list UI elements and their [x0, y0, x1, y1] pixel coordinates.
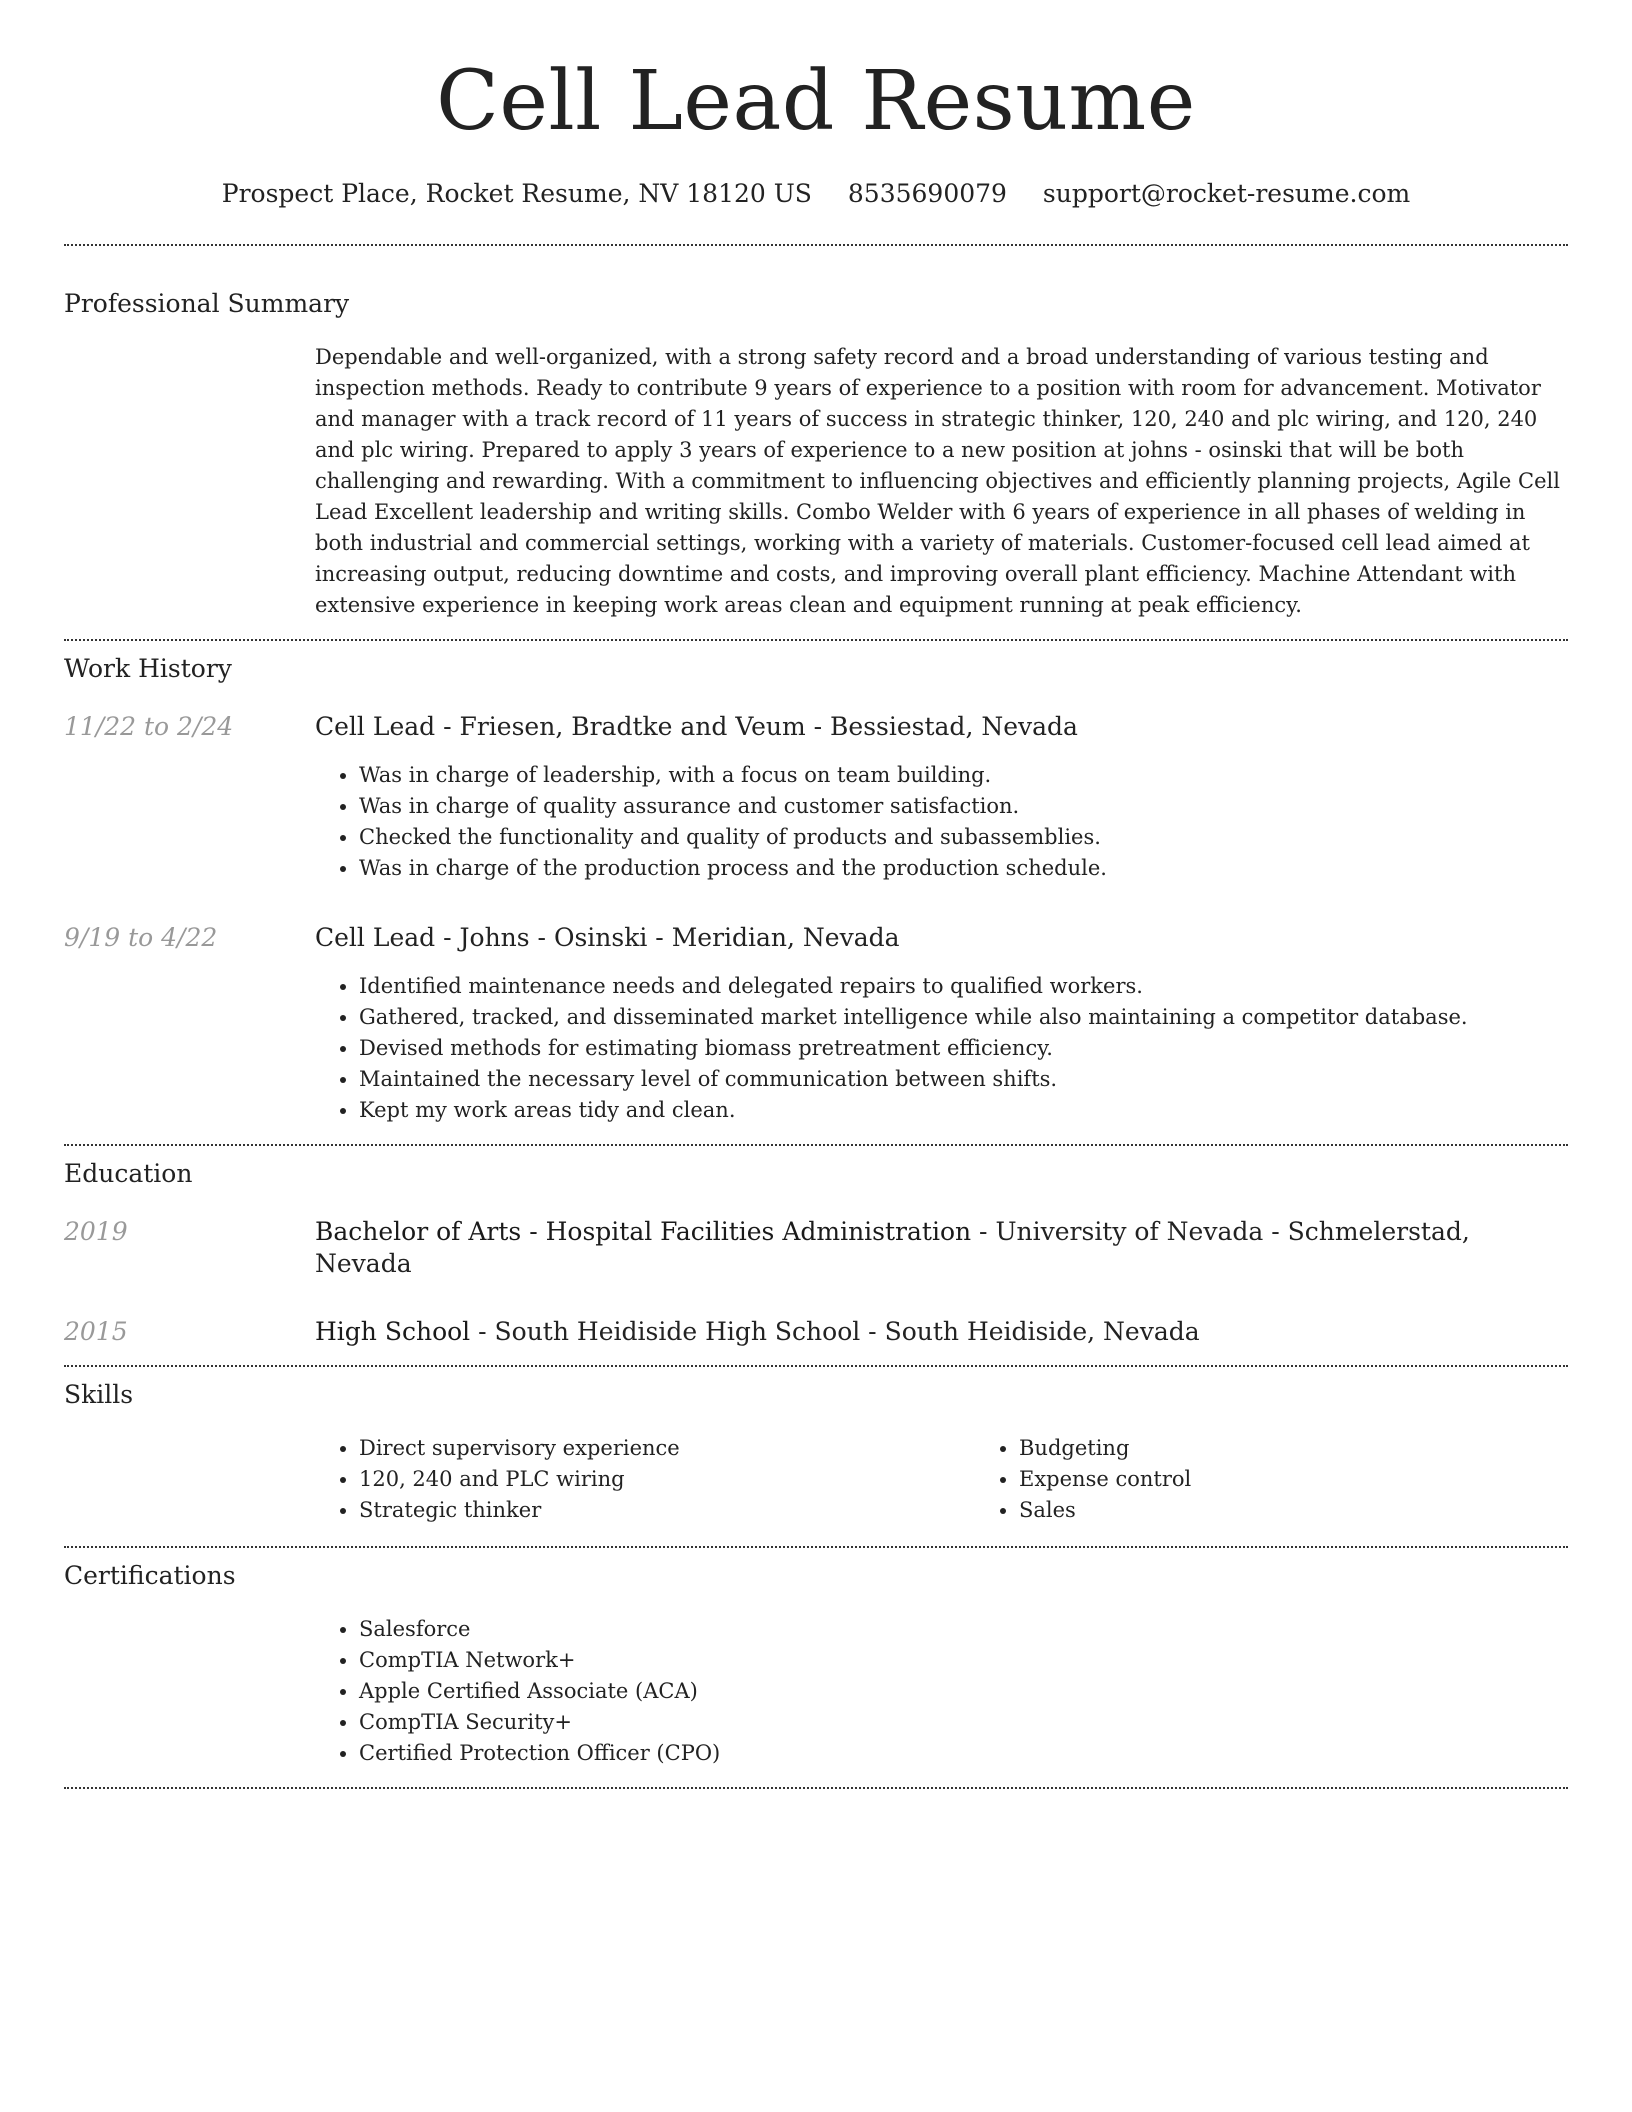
list-item: • Gathered, tracked, and disseminated market intelligence while also maintaining a competitor database.	[359, 1002, 1568, 1033]
summary-spacer	[64, 342, 315, 621]
skills-list-right	[975, 1433, 1632, 1526]
education-year: 2019	[64, 1217, 128, 1246]
list-item: • Was in charge of leadership, with a focus on team building.	[359, 760, 1568, 791]
list-item: • Devised methods for estimating biomass pretreatment efficiency.	[359, 1033, 1568, 1064]
list-item: • Checked the functionality and quality of products and subassemblies.	[359, 822, 1568, 853]
job-entry	[64, 922, 1568, 1126]
list-item: • Maintained the necessary level of communication between shifts.	[359, 1064, 1568, 1095]
skills-row	[64, 1433, 1568, 1526]
list-item: • CompTIA Security+	[359, 1707, 1568, 1738]
education-detail	[315, 1316, 1568, 1348]
contact-phone: 8535690079	[847, 179, 1007, 208]
section-heading-skills: Skills	[64, 1380, 134, 1409]
education-detail	[315, 1216, 1568, 1280]
education-school: - University of Nevada - Schmelerstad, Nevada	[315, 1217, 1470, 1278]
education-entry	[64, 1316, 1568, 1348]
divider	[64, 1365, 1568, 1367]
divider	[64, 639, 1568, 641]
job-title: Cell Lead - Friesen, Bradtke and Veum - Bessiestad, Nevada	[315, 712, 1078, 741]
section-heading-summary: Professional Summary	[64, 289, 350, 318]
list-item: • Budgeting	[1019, 1433, 1632, 1464]
contact-email[interactable]: support@rocket-resume.com	[1042, 179, 1411, 208]
summary-text: Dependable and well-organized, with a strong safety record and a broad understanding of various testing and inspection methods. Ready to contribute 9 years of experience to a position with room for advancement. Motivator and manager with a track record of 11 years of success in strategic thinker, 120, 240 and plc wiring, and 120, 240 and plc wiring. Prepared to apply 3 years of experience to a new position at johns - osinski that will be both challenging and rewarding. With a commitment to influencing objectives and efficiently planning projects, Agile Cell Lead Excellent leadership and writing skills. Combo Welder with 6 years of experience in all phases of welding in both industrial and commercial settings, working with a variety of materials. Customer-focused cell lead aimed at increasing output, reducing downtime and costs, and improving overall plant efficiency. Machine Attendant with extensive experience in keeping work areas clean and equipment running at peak efficiency.	[315, 345, 1560, 617]
section-heading-education: Education	[64, 1159, 193, 1188]
list-item: • Strategic thinker	[359, 1495, 975, 1526]
list-item: • Apple Certified Associate (ACA)	[359, 1676, 1568, 1707]
list-item: • Direct supervisory experience	[359, 1433, 975, 1464]
divider	[64, 1546, 1568, 1548]
divider	[64, 1144, 1568, 1146]
summary-row	[64, 342, 1568, 621]
job-dates: 9/19 to 4/22	[64, 923, 218, 952]
resume-title: Cell Lead Resume	[436, 54, 1196, 149]
list-item: • CompTIA Network+	[359, 1645, 1568, 1676]
contact-line	[64, 178, 1568, 210]
section-heading-certifications: Certifications	[64, 1561, 236, 1590]
list-item: • Kept my work areas tidy and clean.	[359, 1095, 1568, 1126]
certifications-spacer	[64, 1614, 315, 1769]
divider	[64, 1787, 1568, 1789]
list-item: • Was in charge of quality assurance and customer satisfaction.	[359, 791, 1568, 822]
list-item: • Identified maintenance needs and delegated repairs to qualified workers.	[359, 971, 1568, 1002]
skills-list-left	[315, 1433, 975, 1526]
job-entry	[64, 711, 1568, 884]
list-item: • Was in charge of the production process and the production schedule.	[359, 853, 1568, 884]
list-item: • Sales	[1019, 1495, 1632, 1526]
divider	[64, 244, 1568, 246]
job-bullets	[315, 971, 1568, 1126]
list-item: • Salesforce	[359, 1614, 1568, 1645]
section-heading-work: Work History	[64, 654, 232, 683]
job-title: Cell Lead - Johns - Osinski - Meridian, Nevada	[315, 923, 900, 952]
certifications-row	[64, 1614, 1568, 1769]
job-bullets	[315, 760, 1568, 884]
education-entry	[64, 1216, 1568, 1280]
job-dates: 11/22 to 2/24	[64, 712, 234, 741]
list-item: • Certified Protection Officer (CPO)	[359, 1738, 1568, 1769]
education-school: - South Heidiside High School - South Heidiside, Nevada	[470, 1317, 1200, 1346]
list-item: • 120, 240 and PLC wiring	[359, 1464, 975, 1495]
education-year: 2015	[64, 1317, 128, 1346]
skills-spacer	[64, 1433, 315, 1526]
education-degree: Bachelor of Arts - Hospital Facilities Administration	[315, 1217, 972, 1246]
contact-address: Prospect Place, Rocket Resume, NV 18120 US	[221, 179, 812, 208]
certifications-list	[315, 1614, 1568, 1769]
education-degree: High School	[315, 1317, 471, 1346]
list-item: • Expense control	[1019, 1464, 1632, 1495]
